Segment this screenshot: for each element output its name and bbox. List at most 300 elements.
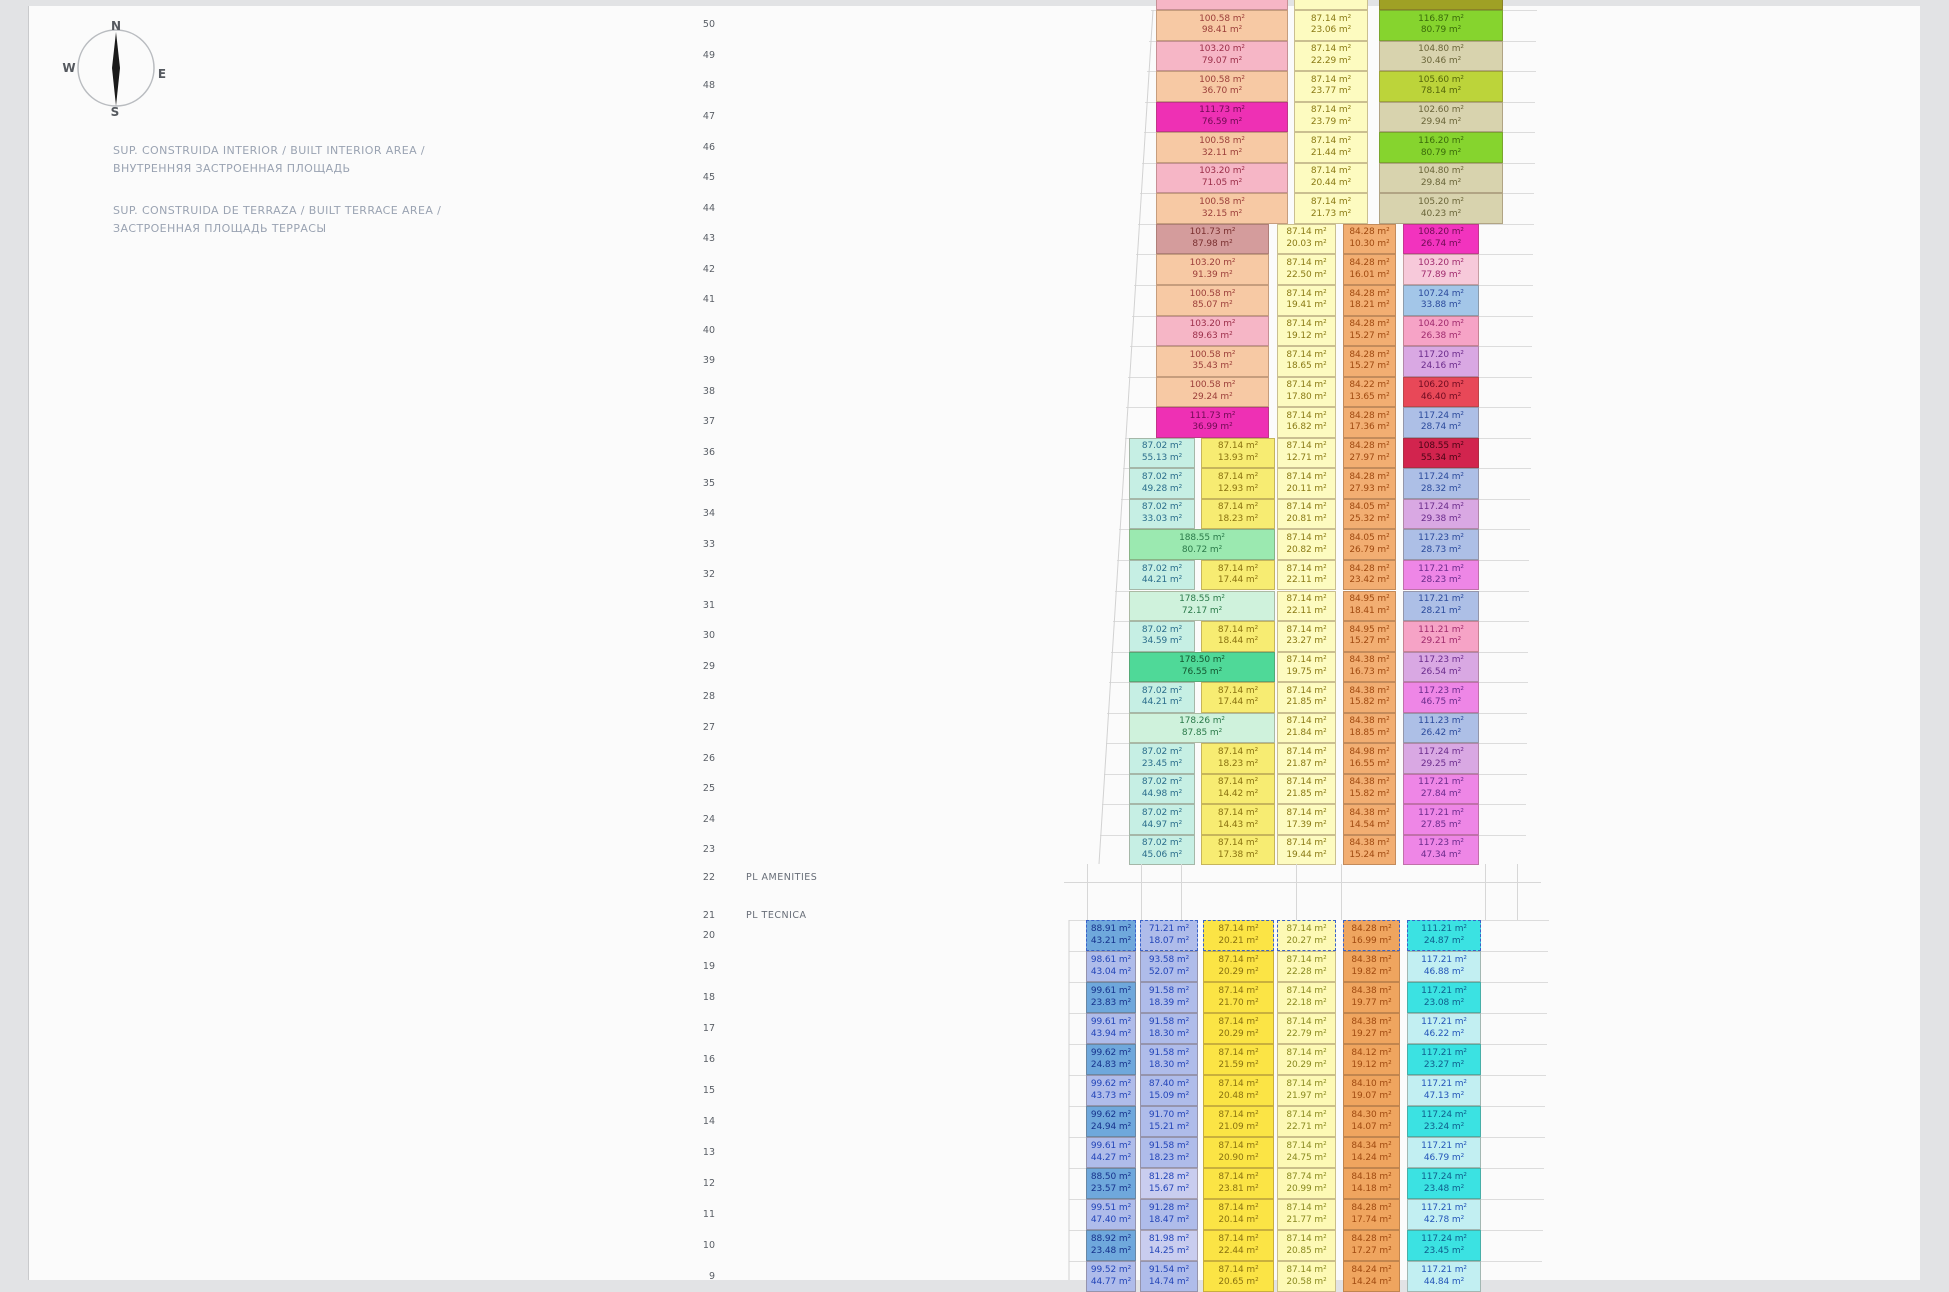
area-cell: [1156, 224, 1269, 255]
area-cell: [1140, 1261, 1198, 1292]
slab-line: [1479, 529, 1530, 530]
area-terrace-value: 85.07 m²: [1192, 300, 1233, 311]
area-terrace-value: 15.67 m²: [1148, 1183, 1190, 1194]
area-cell: [1403, 407, 1479, 438]
slab-line: [1503, 71, 1536, 72]
area-terrace-value: 20.29 m²: [1286, 1059, 1327, 1070]
area-interior-value: 91.58 m²: [1148, 985, 1190, 996]
area-cell: [1140, 1044, 1198, 1075]
area-terrace-value: 42.78 m²: [1423, 1214, 1465, 1225]
area-terrace-value: 15.82 m²: [1349, 697, 1390, 708]
compass-needle-icon: [112, 32, 120, 106]
area-interior-value: 87.14 m²: [1286, 954, 1327, 965]
slab-line: [1481, 1137, 1545, 1138]
area-terrace-value: 19.07 m²: [1351, 1090, 1392, 1101]
area-interior-value: 87.02 m²: [1141, 441, 1183, 452]
area-terrace-value: 87.98 m²: [1192, 239, 1233, 250]
area-terrace-value: 46.79 m²: [1423, 1152, 1465, 1163]
area-terrace-value: 17.74 m²: [1351, 1214, 1392, 1225]
slab-line: [1140, 193, 1156, 194]
area-terrace-value: 14.42 m²: [1217, 789, 1259, 800]
area-interior-value: 87.14 m²: [1217, 563, 1259, 574]
slab-line: [1128, 377, 1156, 378]
area-cell: [1343, 529, 1396, 560]
area-terrace-value: 21.09 m²: [1218, 1121, 1259, 1132]
area-cell: [1277, 224, 1336, 255]
legend-line: ВНУТРЕННЯЯ ЗАСТРОЕННАЯ ПЛОЩАДЬ: [113, 162, 351, 176]
area-interior-value: 104.80 m²: [1418, 44, 1464, 55]
floor-number: 36: [702, 447, 715, 459]
area-interior-value: 100.58 m²: [1199, 135, 1245, 146]
area-interior-value: 87.14 m²: [1218, 1233, 1259, 1244]
area-interior-value: 106.20 m²: [1418, 380, 1464, 391]
floor-number: 45: [702, 172, 715, 184]
area-cell: [1343, 835, 1396, 866]
area-interior-value: 100.58 m²: [1199, 74, 1245, 85]
area-terrace-value: 28.23 m²: [1420, 575, 1462, 586]
floor-number: 22: [702, 872, 715, 883]
area-interior-value: 87.14 m²: [1218, 923, 1259, 934]
area-interior-value: 87.02 m²: [1141, 746, 1183, 757]
area-terrace-value: 43.04 m²: [1090, 966, 1132, 977]
slab-line: [1479, 774, 1527, 775]
area-interior-value: 87.14 m²: [1286, 1047, 1327, 1058]
area-terrace-value: 20.03 m²: [1286, 239, 1327, 250]
area-interior-value: 87.14 m²: [1217, 838, 1259, 849]
area-cell: [1277, 1075, 1336, 1106]
area-cell: [1086, 1075, 1136, 1106]
floor-number: 41: [702, 294, 715, 306]
area-cell: [1203, 951, 1274, 982]
area-cell: [1343, 920, 1400, 951]
area-cell: [1407, 1106, 1481, 1137]
area-cell: [1277, 682, 1336, 713]
slab-line: [1481, 1106, 1545, 1107]
area-cell: [1343, 316, 1396, 347]
slab-line: [1481, 1013, 1547, 1014]
area-terrace-value: 46.22 m²: [1423, 1028, 1465, 1039]
area-terrace-value: 23.79 m²: [1310, 116, 1352, 127]
area-cell: [1129, 804, 1195, 835]
area-interior-value: 87.14 m²: [1286, 1078, 1327, 1089]
slab-line: [1503, 163, 1535, 164]
floor-number: 21: [702, 910, 715, 921]
area-terrace-value: 44.97 m²: [1141, 819, 1183, 830]
area-terrace-value: 43.21 m²: [1090, 935, 1132, 946]
area-cell: [1203, 1044, 1274, 1075]
area-cell: [1156, 377, 1269, 408]
area-interior-value: 87.14 m²: [1218, 1016, 1259, 1027]
floor-number: 31: [702, 599, 715, 611]
area-terrace-value: 91.39 m²: [1192, 269, 1233, 280]
floor-number: 50: [702, 19, 715, 31]
floor-number: 23: [702, 844, 715, 856]
area-cell: [1294, 193, 1368, 224]
area-terrace-value: 80.79 m²: [1420, 25, 1462, 36]
area-terrace-value: 18.30 m²: [1148, 1028, 1190, 1039]
area-cell: [1343, 1199, 1400, 1230]
area-interior-value: 105.60 m²: [1418, 74, 1464, 85]
area-cell: [1407, 1137, 1481, 1168]
area-interior-value: 84.28 m²: [1349, 410, 1390, 421]
area-cell: [1343, 621, 1396, 652]
area-terrace-value: 15.27 m²: [1349, 330, 1390, 341]
area-cell: [1343, 982, 1400, 1013]
area-interior-value: 87.14 m²: [1286, 532, 1327, 543]
area-interior-value: 87.14 m²: [1286, 410, 1327, 421]
area-interior-value: 87.14 m²: [1310, 105, 1352, 116]
area-terrace-value: 47.13 m²: [1423, 1090, 1465, 1101]
floor-number: 35: [702, 477, 715, 489]
area-cell: [1156, 254, 1269, 285]
area-cell: [1156, 346, 1269, 377]
area-terrace-value: 23.45 m²: [1141, 758, 1183, 769]
floor-number: 46: [702, 141, 715, 153]
floor-number: 33: [702, 538, 715, 550]
area-cell: [1403, 346, 1479, 377]
area-cell: [1277, 743, 1336, 774]
area-terrace-value: 23.27 m²: [1286, 636, 1327, 647]
slab-line: [1481, 1230, 1543, 1231]
area-interior-value: 87.14 m²: [1218, 1078, 1259, 1089]
area-interior-value: 87.40 m²: [1148, 1078, 1190, 1089]
area-interior-value: 87.14 m²: [1286, 380, 1327, 391]
area-interior-value: 87.14 m²: [1217, 777, 1259, 788]
area-terrace-value: 49.28 m²: [1141, 483, 1183, 494]
area-cell: [1277, 285, 1336, 316]
area-cell: [1277, 774, 1336, 805]
slab-line: [1109, 682, 1129, 683]
area-interior-value: 178.55 m²: [1179, 594, 1225, 605]
area-terrace-value: 28.32 m²: [1420, 483, 1462, 494]
area-interior-value: 81.28 m²: [1148, 1171, 1190, 1182]
area-terrace-value: 46.75 m²: [1420, 697, 1462, 708]
area-terrace-value: 98.41 m²: [1201, 25, 1243, 36]
area-cell: [1086, 982, 1136, 1013]
area-terrace-value: 18.23 m²: [1217, 514, 1259, 525]
area-terrace-value: 12.93 m²: [1217, 483, 1259, 494]
area-terrace-value: 29.38 m²: [1420, 514, 1462, 525]
slab-line: [1479, 285, 1533, 286]
area-terrace-value: 14.25 m²: [1148, 1245, 1190, 1256]
area-terrace-value: 15.82 m²: [1349, 789, 1390, 800]
area-interior-value: 87.14 m²: [1286, 838, 1327, 849]
area-terrace-value: 20.85 m²: [1286, 1245, 1327, 1256]
area-cell: [1201, 621, 1275, 652]
slab-line: [1503, 193, 1534, 194]
floor-number: 14: [702, 1115, 715, 1127]
area-interior-value: 99.62 m²: [1090, 1078, 1132, 1089]
area-interior-value: 117.23 m²: [1418, 685, 1464, 696]
area-cell: [1086, 951, 1136, 982]
area-cell: [1343, 1137, 1400, 1168]
area-terrace-value: 18.23 m²: [1148, 1152, 1190, 1163]
slab-line: [1151, 10, 1156, 11]
area-terrace-value: 23.81 m²: [1218, 1183, 1259, 1194]
slab-line: [1144, 132, 1157, 133]
slab-line: [1481, 1044, 1547, 1045]
area-cell: [1277, 254, 1336, 285]
area-cell: [1403, 224, 1479, 255]
area-interior-value: 84.28 m²: [1349, 349, 1390, 360]
area-interior-value: 84.38 m²: [1349, 807, 1390, 818]
compass-west-label: W: [62, 61, 76, 75]
area-cell: [1086, 920, 1136, 951]
area-interior-value: 87.14 m²: [1286, 471, 1327, 482]
area-cell: [1156, 285, 1269, 316]
area-terrace-value: 36.99 m²: [1192, 422, 1233, 433]
area-interior-value: 108.55 m²: [1418, 441, 1464, 452]
area-terrace-value: 19.27 m²: [1351, 1028, 1392, 1039]
slab-line: [1069, 951, 1086, 952]
area-interior-value: 100.58 m²: [1199, 196, 1245, 207]
slab-line: [1069, 982, 1086, 983]
area-interior-value: 103.20 m²: [1199, 166, 1245, 177]
area-interior-value: 84.28 m²: [1351, 923, 1392, 934]
area-interior-value: 117.21 m²: [1421, 1140, 1467, 1151]
area-interior-value: 84.38 m²: [1349, 716, 1390, 727]
area-interior-value: 117.21 m²: [1421, 1047, 1467, 1058]
area-interior-value: 87.14 m²: [1286, 441, 1327, 452]
area-interior-value: 87.14 m²: [1286, 1140, 1327, 1151]
slab-line: [1069, 1137, 1086, 1138]
area-interior-value: 87.14 m²: [1286, 502, 1327, 513]
area-cell: [1277, 1013, 1336, 1044]
area-terrace-value: 32.11 m²: [1201, 147, 1243, 158]
area-cell: [1277, 1199, 1336, 1230]
area-cell: [1201, 743, 1275, 774]
floor-number: 47: [702, 110, 715, 122]
area-cell: [1203, 1168, 1274, 1199]
area-cell: [1403, 774, 1479, 805]
area-terrace-value: 23.24 m²: [1423, 1121, 1465, 1132]
area-terrace-value: 22.18 m²: [1286, 997, 1327, 1008]
slab-line: [1104, 774, 1129, 775]
area-cell: [1129, 713, 1275, 744]
area-interior-value: 84.28 m²: [1349, 319, 1390, 330]
area-interior-value: 84.34 m²: [1351, 1140, 1392, 1151]
slab-line: [1479, 499, 1530, 500]
area-interior-value: 99.52 m²: [1090, 1264, 1132, 1275]
area-terrace-value: 10.30 m²: [1349, 239, 1390, 250]
area-interior-value: 87.02 m²: [1141, 624, 1183, 635]
area-interior-value: 117.23 m²: [1418, 838, 1464, 849]
area-interior-value: 117.21 m²: [1421, 985, 1467, 996]
area-cell: [1294, 163, 1368, 194]
area-cell: [1407, 1261, 1481, 1292]
area-interior-value: 117.24 m²: [1418, 410, 1464, 421]
area-terrace-value: 18.39 m²: [1148, 997, 1190, 1008]
area-terrace-value: 23.06 m²: [1310, 25, 1352, 36]
area-cell: [1086, 1230, 1136, 1261]
area-interior-value: 84.38 m²: [1349, 838, 1390, 849]
area-cell: [1140, 1013, 1198, 1044]
area-cell: [1203, 920, 1274, 951]
area-interior-value: 87.14 m²: [1286, 1109, 1327, 1120]
floor-number: 39: [702, 355, 715, 367]
area-interior-value: 87.14 m²: [1286, 746, 1327, 757]
area-cell: [1343, 560, 1396, 591]
area-interior-value: 84.28 m²: [1349, 563, 1390, 574]
area-terrace-value: 34.59 m²: [1141, 636, 1183, 647]
area-interior-value: 99.61 m²: [1090, 985, 1132, 996]
area-terrace-value: 80.79 m²: [1420, 147, 1462, 158]
area-terrace-value: 19.12 m²: [1286, 330, 1327, 341]
area-interior-value: 84.28 m²: [1349, 288, 1390, 299]
area-cell: [1277, 804, 1336, 835]
area-terrace-value: 15.27 m²: [1349, 636, 1390, 647]
area-terrace-value: 27.97 m²: [1349, 453, 1390, 464]
area-terrace-value: 23.57 m²: [1090, 1183, 1132, 1194]
area-terrace-value: 17.44 m²: [1217, 697, 1259, 708]
area-interior-value: 87.14 m²: [1217, 807, 1259, 818]
area-cell: [1203, 1137, 1274, 1168]
area-cell: [1403, 499, 1479, 530]
floor-number: 17: [702, 1022, 715, 1034]
area-cell: [1129, 468, 1195, 499]
area-terrace-value: 18.21 m²: [1349, 300, 1390, 311]
area-terrace-value: 14.24 m²: [1351, 1152, 1392, 1163]
area-terrace-value: 23.08 m²: [1423, 997, 1465, 1008]
area-cell: [1277, 1168, 1336, 1199]
area-interior-value: 84.24 m²: [1351, 1264, 1392, 1275]
area-interior-value: 87.02 m²: [1141, 685, 1183, 696]
area-interior-value: 87.14 m²: [1218, 954, 1259, 965]
area-terrace-value: 19.75 m²: [1286, 666, 1327, 677]
area-interior-value: 178.50 m²: [1179, 655, 1225, 666]
area-cell: [1277, 621, 1336, 652]
slab-line: [1479, 407, 1531, 408]
area-cell: [1277, 920, 1336, 951]
area-cell: [1201, 804, 1275, 835]
area-terrace-value: 14.18 m²: [1351, 1183, 1392, 1194]
slab-line: [1479, 591, 1529, 592]
structure-line: [1141, 864, 1142, 920]
slab-line: [1481, 1075, 1546, 1076]
area-cell: [1294, 71, 1368, 102]
area-terrace-value: 46.88 m²: [1423, 966, 1465, 977]
slab-line: [1481, 1199, 1544, 1200]
area-interior-value: 84.10 m²: [1351, 1078, 1392, 1089]
area-cell: [1277, 316, 1336, 347]
area-interior-value: 87.14 m²: [1286, 777, 1327, 788]
floor-number: 27: [702, 721, 715, 733]
slab-line: [1479, 560, 1529, 561]
area-interior-value: 87.14 m²: [1217, 441, 1259, 452]
area-terrace-value: 29.25 m²: [1420, 758, 1462, 769]
slab-line: [1481, 982, 1548, 983]
area-interior-value: 104.20 m²: [1418, 319, 1464, 330]
area-interior-value: 91.58 m²: [1148, 1016, 1190, 1027]
area-cell: [1277, 377, 1336, 408]
area-interior-value: 87.14 m²: [1286, 624, 1327, 635]
area-terrace-value: 15.09 m²: [1148, 1090, 1190, 1101]
area-cell: [1343, 1230, 1400, 1261]
slab-line: [1479, 316, 1533, 317]
area-cell: [1403, 835, 1479, 866]
area-terrace-value: 16.55 m²: [1349, 758, 1390, 769]
area-terrace-value: 29.84 m²: [1420, 178, 1462, 189]
area-interior-value: 84.28 m²: [1349, 441, 1390, 452]
area-interior-value: 91.70 m²: [1148, 1109, 1190, 1120]
area-terrace-value: 20.29 m²: [1218, 966, 1259, 977]
slab-line: [1115, 591, 1129, 592]
area-interior-value: 102.60 m²: [1418, 105, 1464, 116]
area-interior-value: 116.20 m²: [1418, 135, 1464, 146]
area-terrace-value: 26.42 m²: [1420, 727, 1462, 738]
area-terrace-value: 16.01 m²: [1349, 269, 1390, 280]
structure-line: [1485, 864, 1486, 920]
area-cell: [1201, 468, 1275, 499]
slab-line: [1479, 652, 1528, 653]
area-cell: [1140, 1137, 1198, 1168]
area-terrace-value: 18.85 m²: [1349, 727, 1390, 738]
floor-number: 15: [702, 1084, 715, 1096]
area-cell: [1129, 591, 1275, 622]
area-interior-value: 81.98 m²: [1148, 1233, 1190, 1244]
area-terrace-value: 24.75 m²: [1286, 1152, 1327, 1163]
area-interior-value: 87.14 m²: [1218, 1109, 1259, 1120]
area-terrace-value: 20.58 m²: [1286, 1276, 1327, 1287]
area-terrace-value: 26.54 m²: [1420, 666, 1462, 677]
area-cell: [1403, 652, 1479, 683]
area-terrace-value: 43.94 m²: [1090, 1028, 1132, 1039]
structure-line: [1296, 864, 1297, 920]
area-cell: [1086, 1168, 1136, 1199]
area-interior-value: 117.21 m²: [1418, 563, 1464, 574]
legend-built-terrace: [113, 202, 441, 238]
area-cell: [1343, 499, 1396, 530]
area-cell: [1203, 1106, 1274, 1137]
area-cell: [1277, 499, 1336, 530]
area-cell: [1294, 41, 1368, 72]
area-terrace-value: 20.99 m²: [1286, 1183, 1327, 1194]
area-terrace-value: 21.97 m²: [1286, 1090, 1327, 1101]
area-terrace-value: 44.98 m²: [1141, 789, 1183, 800]
area-cell: [1203, 1230, 1274, 1261]
slab-line: [1134, 285, 1156, 286]
area-terrace-value: 79.07 m²: [1201, 55, 1243, 66]
area-cell: [1201, 438, 1275, 469]
area-terrace-value: 14.54 m²: [1349, 819, 1390, 830]
area-terrace-value: 14.07 m²: [1351, 1121, 1392, 1132]
area-interior-value: 84.98 m²: [1349, 746, 1390, 757]
area-terrace-value: 27.85 m²: [1420, 819, 1462, 830]
floor-use-label: PL AMENITIES: [746, 872, 818, 883]
slab-line: [1479, 346, 1532, 347]
area-cell: [1156, 132, 1288, 163]
area-cell: [1140, 982, 1198, 1013]
slab-line: [1479, 377, 1532, 378]
area-interior-value: 87.14 m²: [1286, 349, 1327, 360]
structure-line: [1087, 864, 1088, 920]
structure-line: [1517, 864, 1518, 920]
area-terrace-value: 19.41 m²: [1286, 300, 1327, 311]
area-interior-value: 87.14 m²: [1286, 594, 1327, 605]
area-terrace-value: 17.27 m²: [1351, 1245, 1392, 1256]
slab-line: [1479, 224, 1534, 225]
compass-south-label: S: [110, 105, 120, 119]
area-cell: [1277, 438, 1336, 469]
area-interior-value: 100.58 m²: [1189, 288, 1236, 299]
area-cell: [1129, 835, 1195, 866]
area-cell: [1277, 529, 1336, 560]
area-interior-value: 116.87 m²: [1418, 13, 1464, 24]
area-cell: [1156, 193, 1288, 224]
area-cell: [1294, 0, 1368, 10]
area-terrace-value: 22.44 m²: [1218, 1245, 1259, 1256]
area-terrace-value: 22.50 m²: [1286, 269, 1327, 280]
